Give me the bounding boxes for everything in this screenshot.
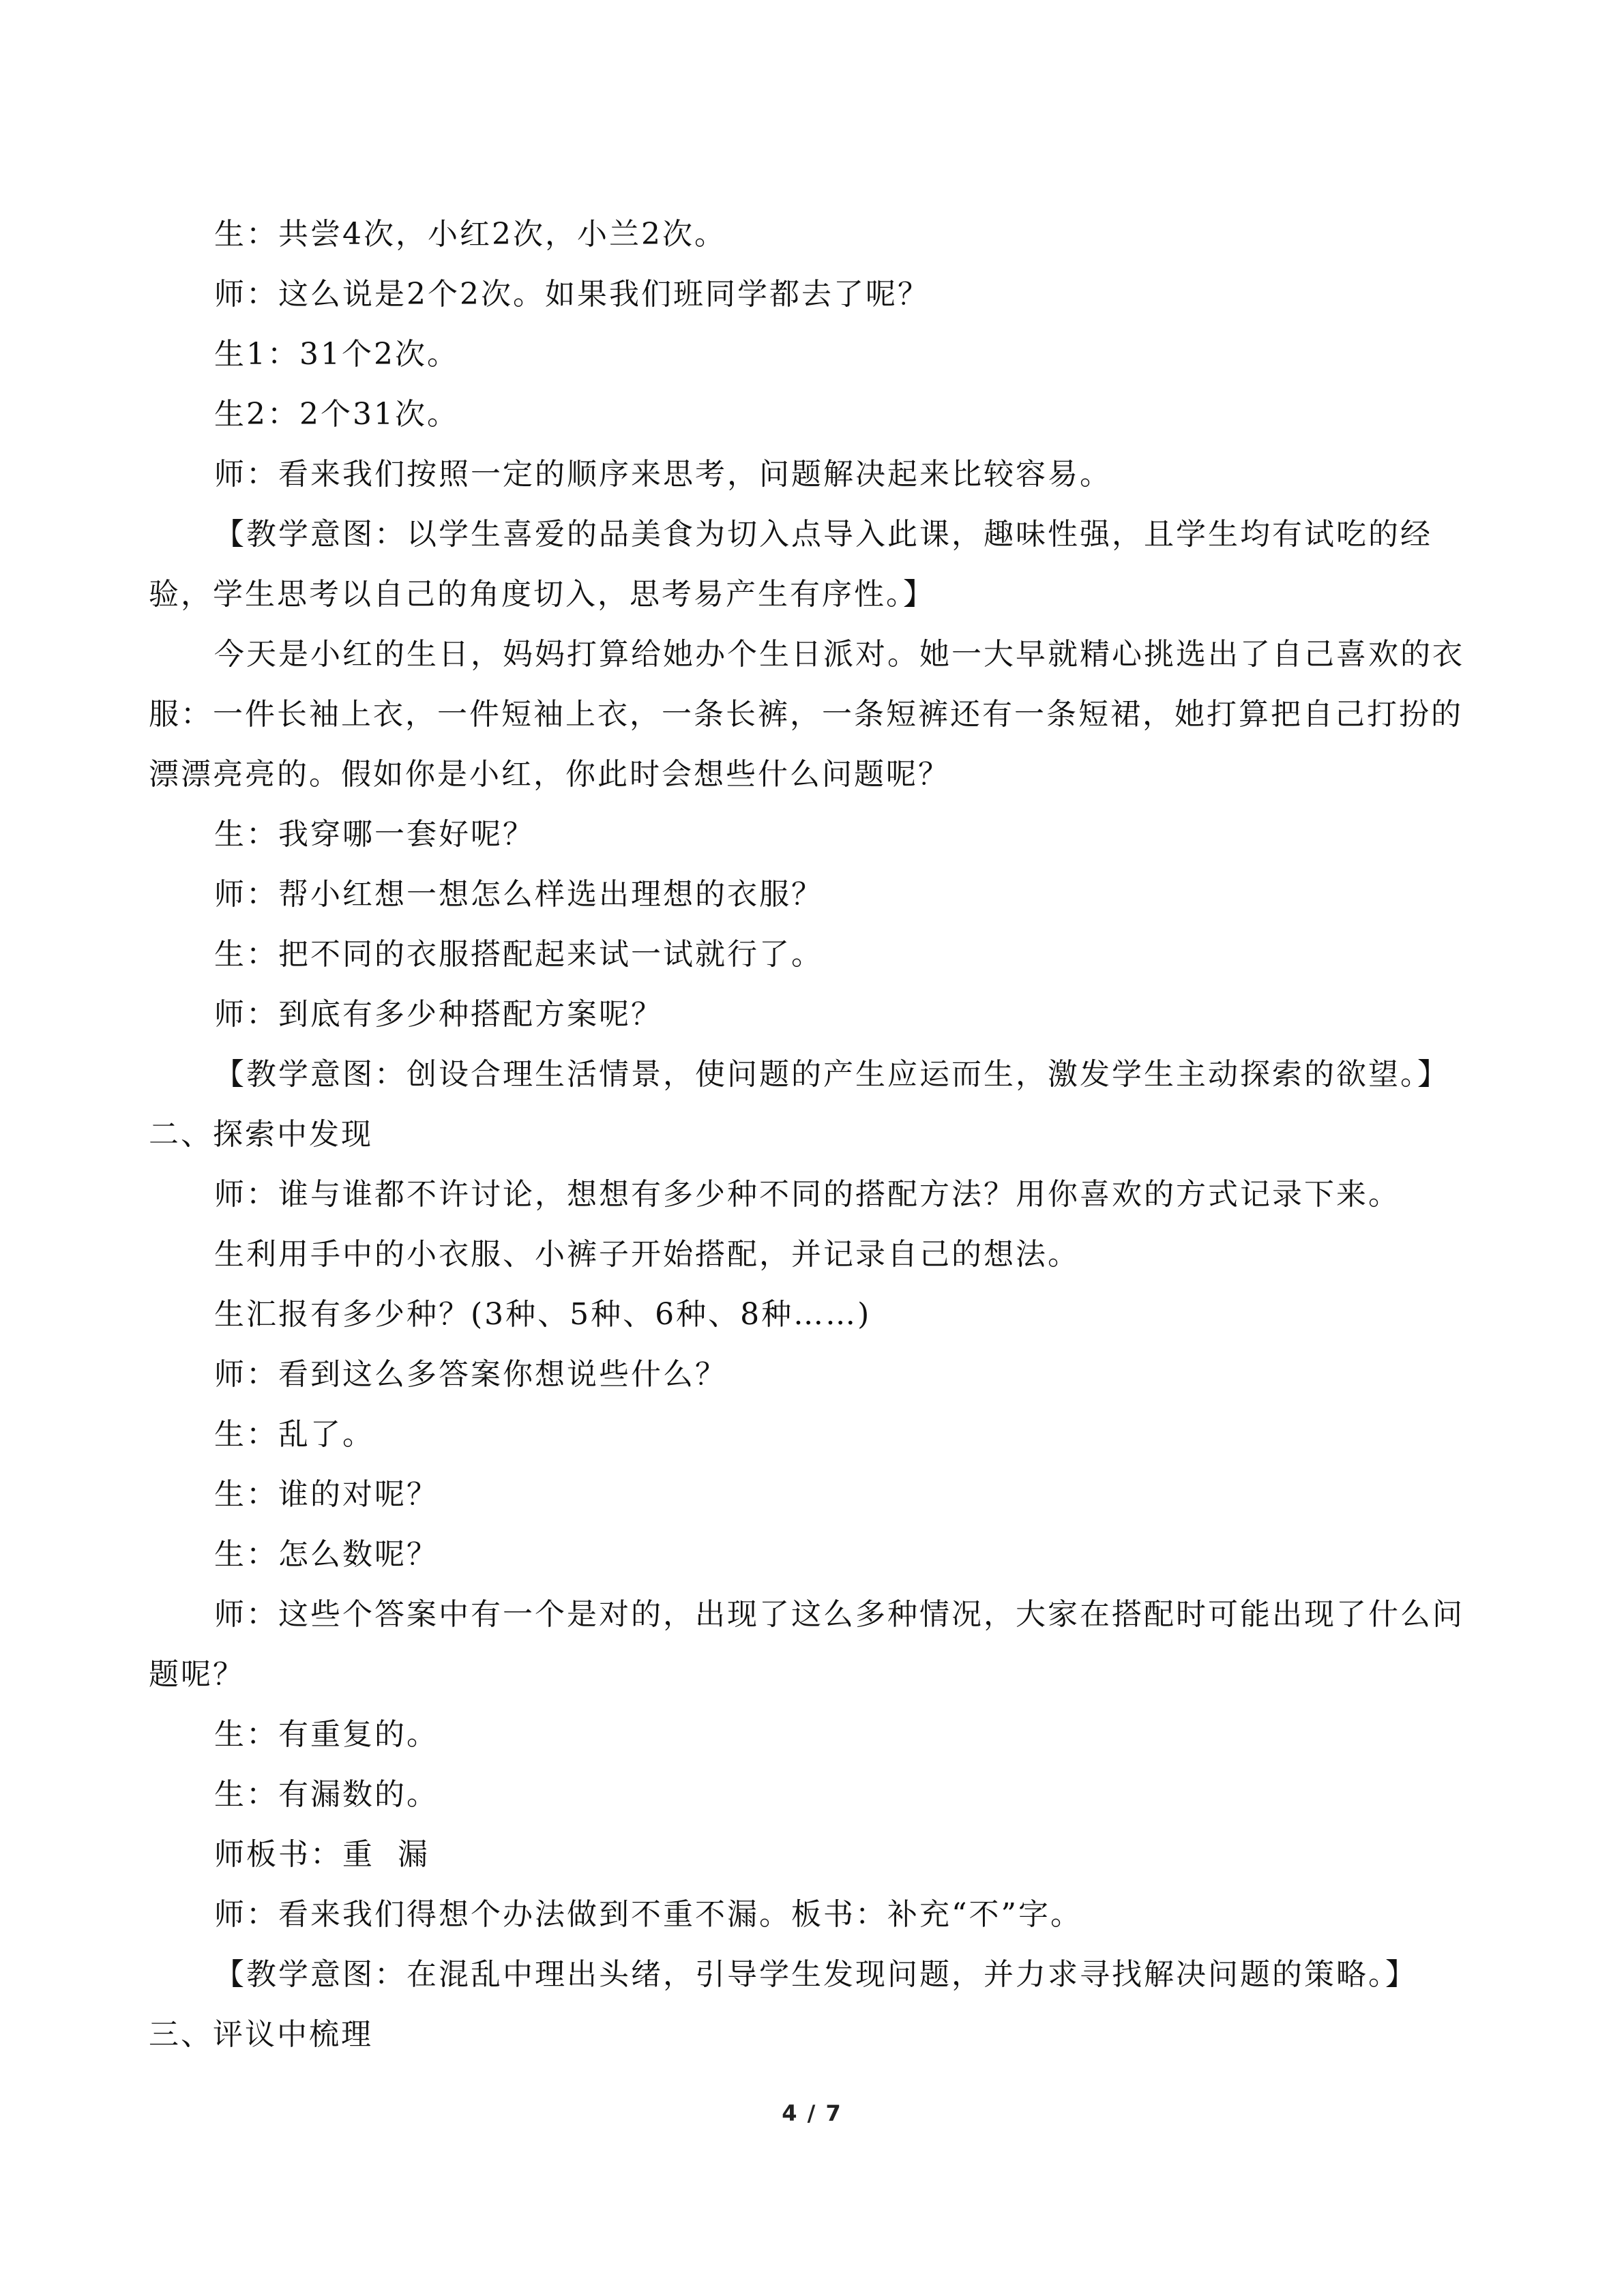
teaching-intent-note: 【教学意图：以学生喜爱的品美食为切入点导入此课，趣味性强，且学生均有试吃的经验，学生思考以自己的角度切入，思考易产生有序性。】 xyxy=(149,517,1432,612)
dialogue-line: 师：这么说是2个2次。如果我们班同学都去了呢？ xyxy=(214,277,930,312)
section-heading: 三、评议中梳理 xyxy=(149,2017,373,2052)
dialogue-line: 师：这些个答案中有一个是对的，出现了这么多种情况，大家在搭配时可能出现了什么问题呢？ xyxy=(149,1597,1464,1692)
dialogue-line: 生2：2个31次。 xyxy=(214,397,459,432)
document-body xyxy=(149,205,1465,2065)
dialogue-line: 师板书：重 漏 xyxy=(214,1837,430,1872)
dialogue-line: 生：有漏数的。 xyxy=(214,1777,439,1812)
dialogue-line: 生：共尝4次，小红2次，小兰2次。 xyxy=(214,217,726,252)
dialogue-line: 生：把不同的衣服搭配起来试一试就行了。 xyxy=(214,937,823,972)
dialogue-line: 生1：31个2次。 xyxy=(214,337,459,372)
dialogue-line: 师：看来我们得想个办法做到不重不漏。板书：补充“不”字。 xyxy=(214,1897,1082,1932)
dialogue-line: 师：谁与谁都不许讨论，想想有多少种不同的搭配方法？用你喜欢的方式记录下来。 xyxy=(214,1177,1400,1212)
dialogue-line: 生：怎么数呢？ xyxy=(214,1537,439,1572)
section-heading: 二、探索中发现 xyxy=(149,1117,373,1152)
dialogue-line: 师：帮小红想一想怎么样选出理想的衣服？ xyxy=(214,877,823,912)
scenario-paragraph: 今天是小红的生日，妈妈打算给她办个生日派对。她一大早就精心挑选出了自己喜欢的衣服：一件长袖上衣，一件短袖上衣，一条长裤，一条短裤还有一条短裙，她打算把自己打扮的漂漂亮亮的。假如你是小红，你此时会想些什么问题呢？ xyxy=(149,637,1464,792)
page-number: 4 / 7 xyxy=(782,2100,842,2126)
teaching-intent-note: 【教学意图：创设合理生活情景，使问题的产生应运而生，激发学生主动探索的欲望。】 xyxy=(214,1057,1449,1092)
dialogue-line: 生：有重复的。 xyxy=(214,1717,439,1752)
dialogue-line: 生：乱了。 xyxy=(214,1417,374,1452)
dialogue-line: 生利用手中的小衣服、小裤子开始搭配，并记录自己的想法。 xyxy=(214,1237,1080,1272)
dialogue-line: 师：看到这么多答案你想说些什么？ xyxy=(214,1357,727,1392)
dialogue-line: 生汇报有多少种？(3种、5种、6种、8种……) xyxy=(214,1297,872,1332)
dialogue-line: 师：到底有多少种搭配方案呢？ xyxy=(214,997,663,1032)
dialogue-line: 师：看来我们按照一定的顺序来思考，问题解决起来比较容易。 xyxy=(214,457,1112,492)
dialogue-line: 生：我穿哪一套好呢？ xyxy=(214,817,535,852)
dialogue-line: 生：谁的对呢？ xyxy=(214,1477,439,1512)
teaching-intent-note: 【教学意图：在混乱中理出头绪，引导学生发现问题，并力求寻找解决问题的策略。】 xyxy=(214,1957,1417,1992)
